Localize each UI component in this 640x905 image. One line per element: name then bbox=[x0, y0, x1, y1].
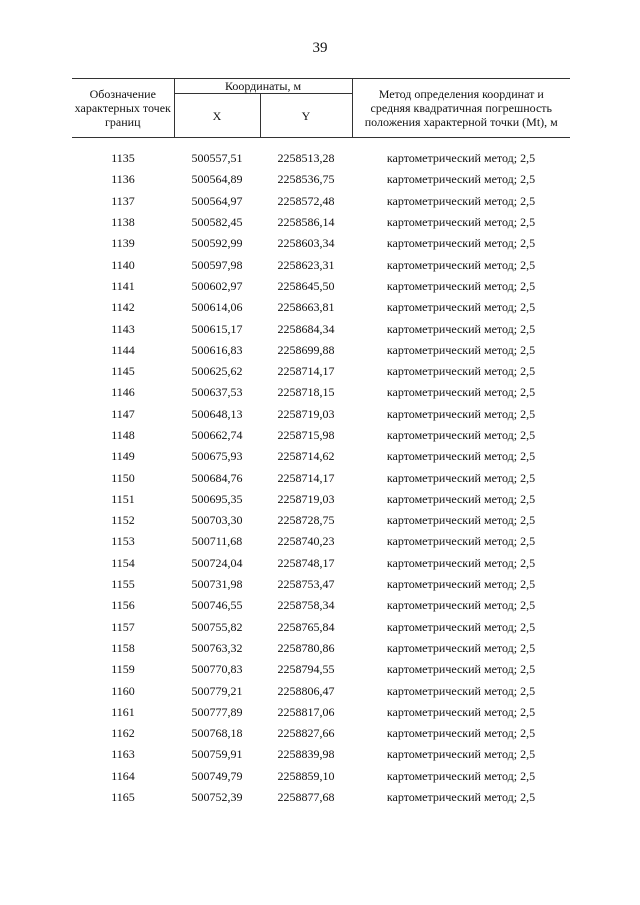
y-cell: 2258714,17 bbox=[277, 470, 335, 485]
y-cell: 2258839,98 bbox=[277, 747, 335, 762]
y-cell: 2258753,47 bbox=[277, 577, 335, 592]
point-cell: 1148 bbox=[111, 428, 135, 442]
method-cell: картометрический метод; 2,5 bbox=[386, 768, 536, 783]
y-cell: 2258877,68 bbox=[277, 790, 335, 805]
y-cell: 2258806,47 bbox=[277, 683, 335, 698]
page-number: 39 bbox=[312, 40, 328, 56]
y-cell: 2258699,88 bbox=[277, 342, 335, 357]
point-cell: 1159 bbox=[111, 662, 135, 677]
method-cell: картометрический метод; 2,5 bbox=[386, 726, 536, 741]
table-row bbox=[72, 787, 570, 808]
x-cell: 500615,17 bbox=[191, 321, 243, 336]
table-body bbox=[72, 138, 570, 809]
method-cell: картометрический метод; 2,5 bbox=[386, 534, 536, 549]
x-cell: 500614,06 bbox=[191, 300, 243, 315]
method-cell: картометрический метод; 2,5 bbox=[386, 513, 536, 528]
y-cell: 2258645,50 bbox=[277, 278, 335, 293]
header-coordinates-label: Координаты, м bbox=[174, 79, 352, 94]
point-cell: 1157 bbox=[111, 619, 135, 634]
method-cell: картометрический метод; 2,5 bbox=[386, 406, 536, 421]
y-cell: 2258758,34 bbox=[277, 598, 335, 613]
y-cell: 2258572,48 bbox=[277, 193, 335, 208]
method-cell: картометрический метод; 2,5 bbox=[386, 577, 536, 592]
point-cell: 1144 bbox=[111, 342, 135, 357]
point-cell: 1146 bbox=[111, 385, 135, 400]
point-cell: 1137 bbox=[111, 193, 135, 208]
point-cell: 1141 bbox=[111, 278, 135, 293]
table-row bbox=[72, 318, 570, 339]
y-cell: 2258513,28 bbox=[277, 151, 335, 166]
table-row bbox=[72, 138, 570, 170]
y-cell: 2258663,81 bbox=[277, 300, 335, 315]
table-row bbox=[72, 340, 570, 361]
table-row bbox=[72, 531, 570, 552]
y-cell: 2258827,66 bbox=[277, 726, 335, 741]
point-cell: 1162 bbox=[111, 726, 135, 741]
point-cell: 1165 bbox=[111, 790, 135, 805]
x-cell: 500662,74 bbox=[191, 428, 243, 442]
x-cell: 500752,39 bbox=[191, 790, 243, 805]
point-cell: 1149 bbox=[111, 449, 135, 464]
method-cell: картометрический метод; 2,5 bbox=[386, 321, 536, 336]
x-cell: 500557,51 bbox=[191, 151, 243, 166]
x-cell: 500746,55 bbox=[191, 598, 243, 613]
method-cell: картометрический метод; 2,5 bbox=[386, 151, 536, 166]
y-cell: 2258765,84 bbox=[277, 619, 335, 634]
y-cell: 2258623,31 bbox=[277, 257, 335, 272]
method-cell: картометрический метод; 2,5 bbox=[386, 598, 536, 613]
point-cell: 1164 bbox=[111, 768, 135, 783]
point-cell: 1142 bbox=[111, 300, 135, 315]
table-row bbox=[72, 254, 570, 275]
point-cell: 1160 bbox=[111, 683, 135, 698]
point-cell: 1135 bbox=[111, 151, 135, 166]
y-cell: 2258718,15 bbox=[277, 385, 335, 400]
point-cell: 1153 bbox=[111, 534, 135, 549]
table-header bbox=[72, 79, 570, 138]
y-cell: 2258780,86 bbox=[277, 640, 335, 655]
table-row bbox=[72, 276, 570, 297]
x-cell: 500711,68 bbox=[191, 534, 243, 549]
header-x-label: X bbox=[174, 94, 260, 138]
x-cell: 500777,89 bbox=[191, 704, 243, 719]
point-cell: 1151 bbox=[111, 491, 135, 506]
point-cell: 1155 bbox=[111, 577, 135, 592]
y-cell: 2258715,98 bbox=[277, 428, 335, 442]
header-y-label: Y bbox=[260, 94, 352, 138]
table-row bbox=[72, 638, 570, 659]
y-cell: 2258859,10 bbox=[277, 768, 335, 783]
x-cell: 500768,18 bbox=[191, 726, 243, 741]
point-cell: 1147 bbox=[111, 406, 135, 421]
x-cell: 500648,13 bbox=[191, 406, 243, 421]
y-cell: 2258794,55 bbox=[277, 662, 335, 677]
x-cell: 500749,79 bbox=[191, 768, 243, 783]
x-cell: 500703,30 bbox=[191, 513, 243, 528]
method-cell: картометрический метод; 2,5 bbox=[386, 662, 536, 677]
x-cell: 500759,91 bbox=[191, 747, 243, 762]
method-cell: картометрический метод; 2,5 bbox=[386, 491, 536, 506]
y-cell: 2258714,17 bbox=[277, 364, 335, 379]
method-cell: картометрический метод; 2,5 bbox=[386, 193, 536, 208]
point-cell: 1145 bbox=[111, 364, 135, 379]
table-row bbox=[72, 659, 570, 680]
x-cell: 500637,53 bbox=[191, 385, 243, 400]
table-row bbox=[72, 297, 570, 318]
table-row bbox=[72, 212, 570, 233]
header-point-label: Обозначение характерных точек границ bbox=[72, 79, 174, 138]
coordinates-table bbox=[72, 78, 570, 808]
table-row bbox=[72, 446, 570, 467]
x-cell: 500602,97 bbox=[191, 278, 243, 293]
table-row bbox=[72, 404, 570, 425]
y-cell: 2258714,62 bbox=[277, 449, 335, 464]
method-cell: картометрический метод; 2,5 bbox=[386, 385, 536, 400]
table-row bbox=[72, 425, 570, 446]
method-cell: картометрический метод; 2,5 bbox=[386, 449, 536, 464]
y-cell: 2258817,06 bbox=[277, 704, 335, 719]
x-cell: 500616,83 bbox=[191, 342, 243, 357]
table-row bbox=[72, 169, 570, 190]
table-row bbox=[72, 744, 570, 765]
point-cell: 1143 bbox=[111, 321, 135, 336]
table-row bbox=[72, 723, 570, 744]
method-cell: картометрический метод; 2,5 bbox=[386, 257, 536, 272]
point-cell: 1140 bbox=[111, 257, 135, 272]
point-cell: 1161 bbox=[111, 704, 135, 719]
method-cell: картометрический метод; 2,5 bbox=[386, 215, 536, 230]
y-cell: 2258719,03 bbox=[277, 491, 335, 506]
x-cell: 500755,82 bbox=[191, 619, 243, 634]
x-cell: 500597,98 bbox=[191, 257, 243, 272]
x-cell: 500564,89 bbox=[191, 172, 243, 187]
method-cell: картометрический метод; 2,5 bbox=[386, 747, 536, 762]
point-cell: 1138 bbox=[111, 215, 135, 230]
method-cell: картометрический метод; 2,5 bbox=[386, 236, 536, 251]
header-method-label: Метод определения координат и средняя квадратичная погрешность положения характерной точки (Mt), м bbox=[352, 79, 570, 138]
table-row bbox=[72, 574, 570, 595]
x-cell: 500779,21 bbox=[191, 683, 243, 698]
method-cell: картометрический метод; 2,5 bbox=[386, 555, 536, 570]
table-row bbox=[72, 766, 570, 787]
y-cell: 2258603,34 bbox=[277, 236, 335, 251]
method-cell: картометрический метод; 2,5 bbox=[386, 300, 536, 315]
table-row bbox=[72, 191, 570, 212]
y-cell: 2258684,34 bbox=[277, 321, 335, 336]
point-cell: 1150 bbox=[111, 470, 135, 485]
table-row bbox=[72, 680, 570, 701]
y-cell: 2258740,23 bbox=[277, 534, 335, 549]
y-cell: 2258748,17 bbox=[277, 555, 335, 570]
x-cell: 500695,35 bbox=[191, 491, 243, 506]
method-cell: картометрический метод; 2,5 bbox=[386, 704, 536, 719]
table-row bbox=[72, 489, 570, 510]
point-cell: 1154 bbox=[111, 555, 135, 570]
y-cell: 2258586,14 bbox=[277, 215, 335, 230]
x-cell: 500731,98 bbox=[191, 577, 243, 592]
point-cell: 1163 bbox=[111, 747, 135, 762]
table-row bbox=[72, 617, 570, 638]
table-row bbox=[72, 553, 570, 574]
table-row bbox=[72, 382, 570, 403]
table-row bbox=[72, 233, 570, 254]
point-cell: 1158 bbox=[111, 640, 135, 655]
method-cell: картометрический метод; 2,5 bbox=[386, 428, 536, 442]
method-cell: картометрический метод; 2,5 bbox=[386, 342, 536, 357]
table-row bbox=[72, 361, 570, 382]
table-row bbox=[72, 595, 570, 616]
y-cell: 2258719,03 bbox=[277, 406, 335, 421]
method-cell: картометрический метод; 2,5 bbox=[386, 172, 536, 187]
x-cell: 500763,32 bbox=[191, 640, 243, 655]
x-cell: 500770,83 bbox=[191, 662, 243, 677]
method-cell: картометрический метод; 2,5 bbox=[386, 790, 536, 805]
method-cell: картометрический метод; 2,5 bbox=[386, 683, 536, 698]
method-cell: картометрический метод; 2,5 bbox=[386, 470, 536, 485]
method-cell: картометрический метод; 2,5 bbox=[386, 364, 536, 379]
method-cell: картометрический метод; 2,5 bbox=[386, 640, 536, 655]
y-cell: 2258728,75 bbox=[277, 513, 335, 528]
x-cell: 500724,04 bbox=[191, 555, 243, 570]
x-cell: 500592,99 bbox=[191, 236, 243, 251]
table-row bbox=[72, 510, 570, 531]
point-cell: 1139 bbox=[111, 236, 135, 251]
x-cell: 500564,97 bbox=[191, 193, 243, 208]
x-cell: 500582,45 bbox=[191, 215, 243, 230]
table-row bbox=[72, 702, 570, 723]
method-cell: картометрический метод; 2,5 bbox=[386, 278, 536, 293]
table-row bbox=[72, 467, 570, 488]
x-cell: 500675,93 bbox=[191, 449, 243, 464]
x-cell: 500684,76 bbox=[191, 470, 243, 485]
y-cell: 2258536,75 bbox=[277, 172, 335, 187]
point-cell: 1152 bbox=[111, 513, 135, 528]
point-cell: 1156 bbox=[111, 598, 135, 613]
point-cell: 1136 bbox=[111, 172, 135, 187]
method-cell: картометрический метод; 2,5 bbox=[386, 619, 536, 634]
x-cell: 500625,62 bbox=[191, 364, 243, 379]
